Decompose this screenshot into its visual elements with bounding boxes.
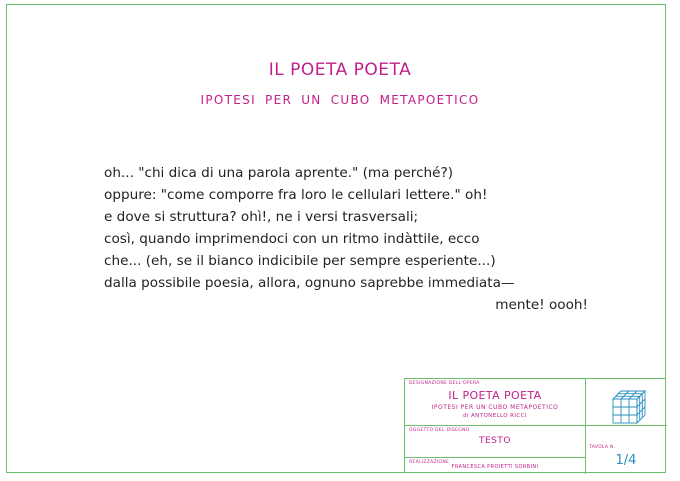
poem-line: oppure: "come comporre fra loro le cellulari lettere." oh!	[104, 187, 488, 203]
work-title: IL POETA POETA	[448, 389, 542, 402]
object-label: OGGETTO DEL DISEGNO	[409, 428, 470, 433]
poem-text	[104, 162, 588, 316]
page-subtitle: IPOTESI PER UN CUBO METAPOETICO	[200, 93, 480, 107]
work-subtitle: IPOTESI PER UN CUBO METAPOETICO	[431, 404, 559, 411]
drawing-object: TESTO	[479, 436, 511, 446]
cube-grid-icon	[610, 388, 648, 426]
poem-line: mente! oooh!	[495, 297, 588, 313]
poem-line: così, quando imprimendoci con un ritmo indàttile, ecco	[104, 231, 480, 247]
title-block-divider	[405, 457, 585, 458]
work-author: di ANTONELLO RICCI	[463, 413, 527, 419]
poem-line: oh... "chi dica di una parola aprente." (ma perché?)	[104, 165, 454, 181]
designation-label: DESIGNAZIONE DELL'OPERA	[409, 381, 480, 386]
poem-line: dalla possibile poesia, allora, ognuno saprebbe immediata—	[104, 275, 515, 291]
title-block	[404, 378, 666, 473]
realization-name: FRANCESCA PROIETTI SORBINI	[451, 464, 539, 470]
page-title: IL POETA POETA	[268, 60, 412, 80]
sheet-number: 1/4	[615, 453, 637, 468]
poem-line: che... (eh, se il bianco indicibile per sempre esperiente...)	[104, 253, 496, 269]
sheet-label: TAVOLA N.	[589, 445, 616, 450]
poem-line: e dove si struttura? ohì!, ne i versi trasversali;	[104, 209, 419, 225]
realization-label: REALIZZAZIONE	[409, 460, 450, 465]
